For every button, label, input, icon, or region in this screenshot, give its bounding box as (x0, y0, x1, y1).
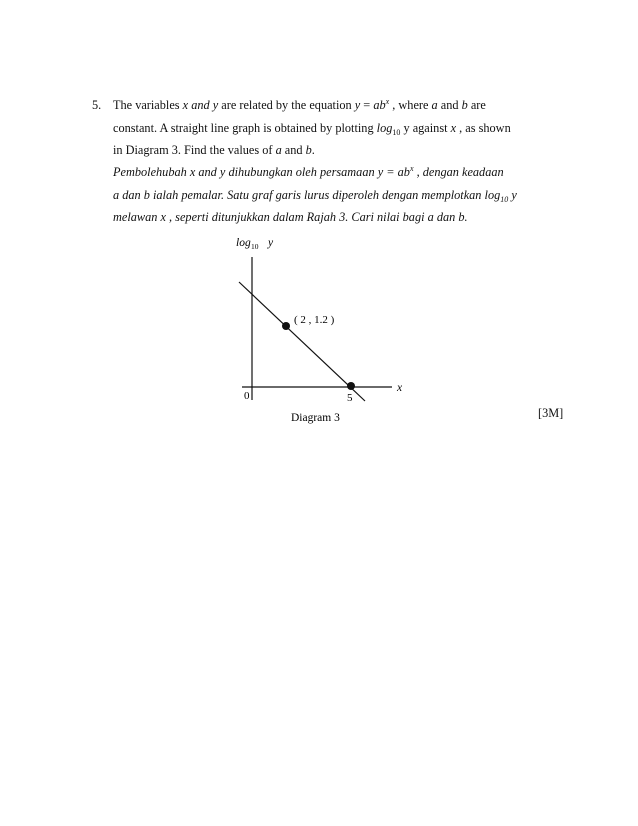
text: are related by the equation (218, 98, 355, 112)
equation-ab: ab (397, 165, 410, 179)
variable-y: y (219, 165, 226, 179)
y-axis-variable: y (268, 237, 274, 249)
graph-line (239, 282, 365, 401)
y-axis-log-base: 10 (251, 242, 259, 251)
log-base: 10 (500, 195, 509, 204)
equation-y: y (354, 98, 361, 112)
text: dihubungkan oleh persamaan (225, 165, 378, 179)
y-axis-log: log (236, 237, 251, 249)
variable-a: a (113, 188, 120, 202)
diagram-caption: Diagram 3 (291, 412, 340, 424)
variable-x: x (450, 121, 457, 135)
text: , as shown (456, 121, 511, 135)
y-axis-label (236, 237, 274, 251)
variable-y: y (212, 98, 219, 112)
text: dan (433, 210, 459, 224)
text: y (508, 188, 517, 202)
variable-b: b (305, 143, 312, 157)
text: are (467, 98, 486, 112)
text: and (281, 143, 306, 157)
text: y (400, 121, 413, 135)
variable-b: b (458, 210, 465, 224)
variable-a: a (431, 98, 438, 112)
variable-b: b (461, 98, 468, 112)
variable-x: x (160, 210, 166, 224)
text: against (412, 121, 451, 135)
text: ialah pemalar. Satu graf garis lurus diperoleh dengan memplotkan (149, 188, 485, 202)
text: , dengan keadaan (413, 165, 504, 179)
text: dan (119, 188, 144, 202)
x-intercept-label: 5 (347, 392, 353, 404)
text: The variables (113, 98, 183, 112)
text: Pembolehubah (113, 165, 190, 179)
text: , where (389, 98, 432, 112)
point-x-intercept (347, 382, 355, 390)
point-2-1.2 (282, 322, 290, 330)
variable-x-and: x and (189, 165, 217, 179)
origin-label: 0 (244, 390, 250, 402)
marks-label: [3M] (538, 406, 564, 420)
text: . (464, 210, 468, 224)
text: constant. A straight line graph is obtained by plotting (113, 121, 377, 135)
variable-a: a (427, 210, 434, 224)
variable-a: a (275, 143, 282, 157)
equation-exponent-x: x (385, 97, 390, 106)
log-base: 10 (392, 128, 401, 137)
variable-x-and: x and (182, 98, 210, 112)
log-symbol: log (484, 188, 501, 202)
question-number: 5. (92, 98, 102, 112)
point-label: ( 2 , 1.2 ) (294, 314, 335, 326)
text: and (437, 98, 462, 112)
equation-equals: = (383, 165, 398, 179)
equation-exponent-x: x (409, 164, 414, 173)
equation-ab: ab (373, 98, 386, 112)
x-axis-label: x (397, 382, 403, 394)
text: . (311, 143, 315, 157)
log-symbol: log (376, 121, 393, 135)
text: melawan (113, 210, 161, 224)
text: , seperti ditunjukkan dalam Rajah 3. Cari nilai bagi (165, 210, 428, 224)
variable-b: b (143, 188, 150, 202)
text: in Diagram 3. Find the values of (113, 143, 276, 157)
equation-y: y (377, 165, 384, 179)
equation-equals: = (360, 98, 374, 112)
